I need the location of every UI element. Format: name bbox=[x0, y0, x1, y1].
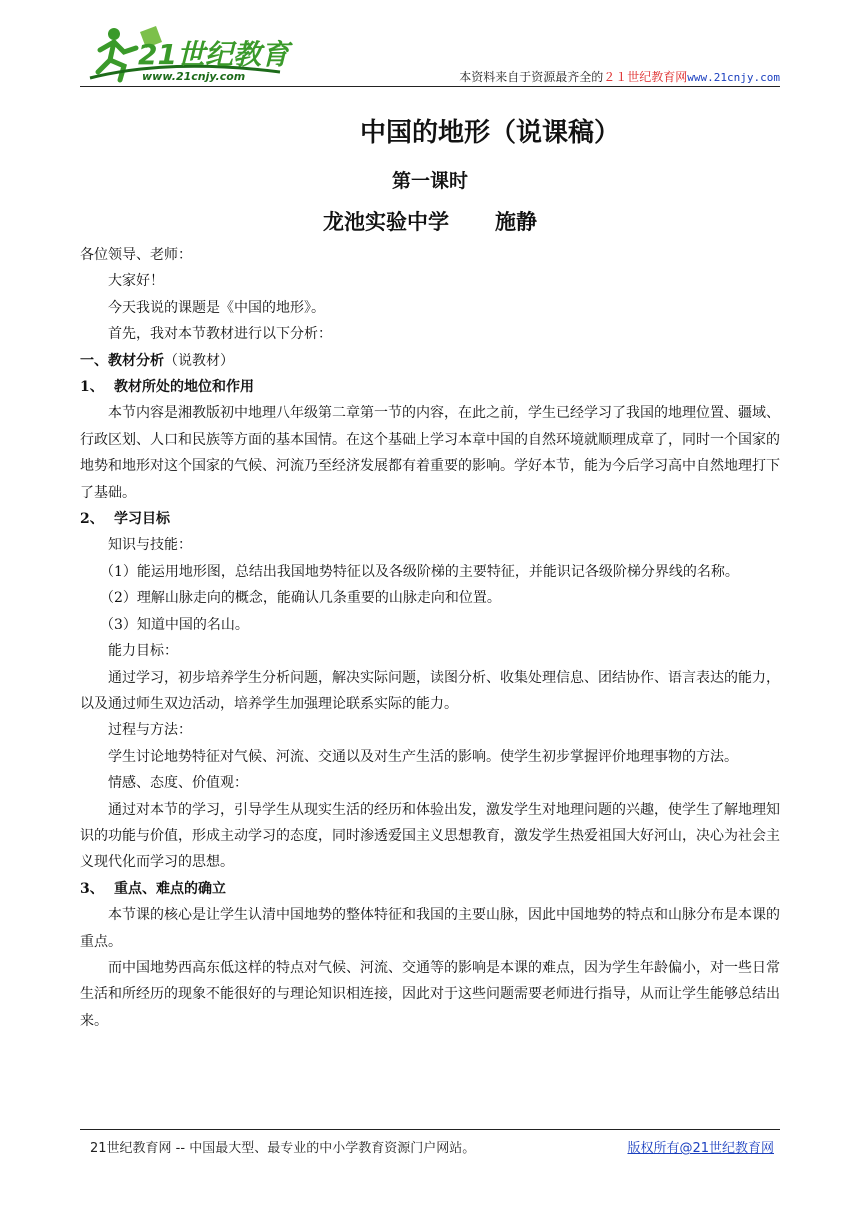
paragraph: 学生讨论地势特征对气候、河流、交通以及对生产生活的影响。使学生初步掌握评价地理事物的方法。 bbox=[108, 748, 738, 765]
footer-text: 21世纪教育网 -- 中国最大型、最专业的中小学教育资源门户网站。 bbox=[90, 1141, 476, 1156]
knowledge-label: 知识与技能： bbox=[108, 537, 192, 554]
item-heading-3: 3、 重点、难点的确立 bbox=[80, 880, 226, 897]
svg-text:21世纪教育: 21世纪教育 bbox=[138, 38, 289, 71]
emotion-label: 情感、态度、价值观： bbox=[108, 775, 248, 792]
topic-line: 今天我说的课题是《中国的地形》。 bbox=[108, 299, 325, 316]
hello-line: 大家好！ bbox=[108, 273, 164, 290]
site-logo[interactable] bbox=[80, 22, 320, 84]
item-heading-2: 2、 学习目标 bbox=[80, 511, 170, 528]
runner-logo-icon bbox=[80, 22, 320, 84]
knowledge-item-3: （3）知道中国的名山。 bbox=[100, 616, 249, 633]
knowledge-item-1: （1）能运用地形图，总结出我国地势特征以及各级阶梯的主要特征，并能识记各级阶梯分界线的名称。 bbox=[100, 563, 739, 580]
knowledge-item-2: （2）理解山脉走向的概念，能确认几条重要的山脉走向和位置。 bbox=[100, 590, 501, 607]
ability-label: 能力目标： bbox=[108, 643, 178, 660]
source-url-link[interactable]: www.21cnjy.com bbox=[687, 71, 780, 84]
svg-text:www.21cnjy.com: www.21cnjy.com bbox=[142, 70, 246, 83]
document-body bbox=[80, 242, 780, 1034]
section-heading-1: 一、教材分析（说教材） bbox=[80, 352, 234, 369]
header-divider bbox=[80, 86, 780, 87]
footer-divider bbox=[80, 1129, 780, 1130]
item-heading-1: 1、 教材所处的地位和作用 bbox=[80, 379, 254, 396]
paragraph: 本节内容是湘教版初中地理八年级第二章第一节的内容，在此之前，学生已经学习了我国的地理位置、疆域、行政区划、人口和民族等方面的基本国情。在这个基础上学习本章中国的自然环境就顺理成章了，同时一个国家的地势和地形对这个国家的气候、河流乃至经济发展都有着重要的影响。学好本节，能为今后学习高中自然地理打下了基础。 bbox=[80, 405, 780, 501]
author-name: 施静 bbox=[495, 209, 537, 234]
copyright-link[interactable]: 版权所有@21世纪教育网 bbox=[627, 1141, 774, 1156]
author-line bbox=[0, 206, 860, 236]
paragraph: 而中国地势西高东低这样的特点对气候、河流、交通等的影响是本课的难点，因为学生年龄偏小，对一些日常生活和所经历的现象不能很好的与理论知识相连接，因此对于这些问题需要老师进行指导，从而让学生能够总结出来。 bbox=[80, 959, 780, 1029]
paragraph: 通过对本节的学习，引导学生从现实生活的经历和体验出发，激发学生对地理问题的兴趣，使学生了解地理知识的功能与价值，形成主动学习的态度，同时渗透爱国主义思想教育，激发学生热爱祖国大好河山，决心为社会主义现代化而学习的思想。 bbox=[80, 801, 780, 871]
author-school: 龙池实验中学 bbox=[323, 209, 449, 234]
page-title: 中国的地形（说课稿） bbox=[359, 118, 620, 148]
page-subtitle: 第一课时 bbox=[391, 170, 468, 192]
paragraph: 通过学习，初步培养学生分析问题，解决实际问题，读图分析、收集处理信息、团结协作、语言表达的能力，以及通过师生双边活动，培养学生加强理论联系实际的能力。 bbox=[80, 669, 780, 712]
greeting: 各位领导、老师： bbox=[80, 247, 192, 263]
paragraph: 本节课的核心是让学生认清中国地势的整体特征和我国的主要山脉，因此中国地势的特点和山脉分布是本课的重点。 bbox=[80, 907, 780, 950]
intro-line: 首先，我对本节教材进行以下分析： bbox=[108, 326, 332, 343]
source-line: 本资料来自于资源最齐全的２１世纪教育网www.21cnjy.com bbox=[459, 70, 780, 84]
process-label: 过程与方法： bbox=[108, 722, 192, 739]
page-header bbox=[80, 22, 780, 86]
